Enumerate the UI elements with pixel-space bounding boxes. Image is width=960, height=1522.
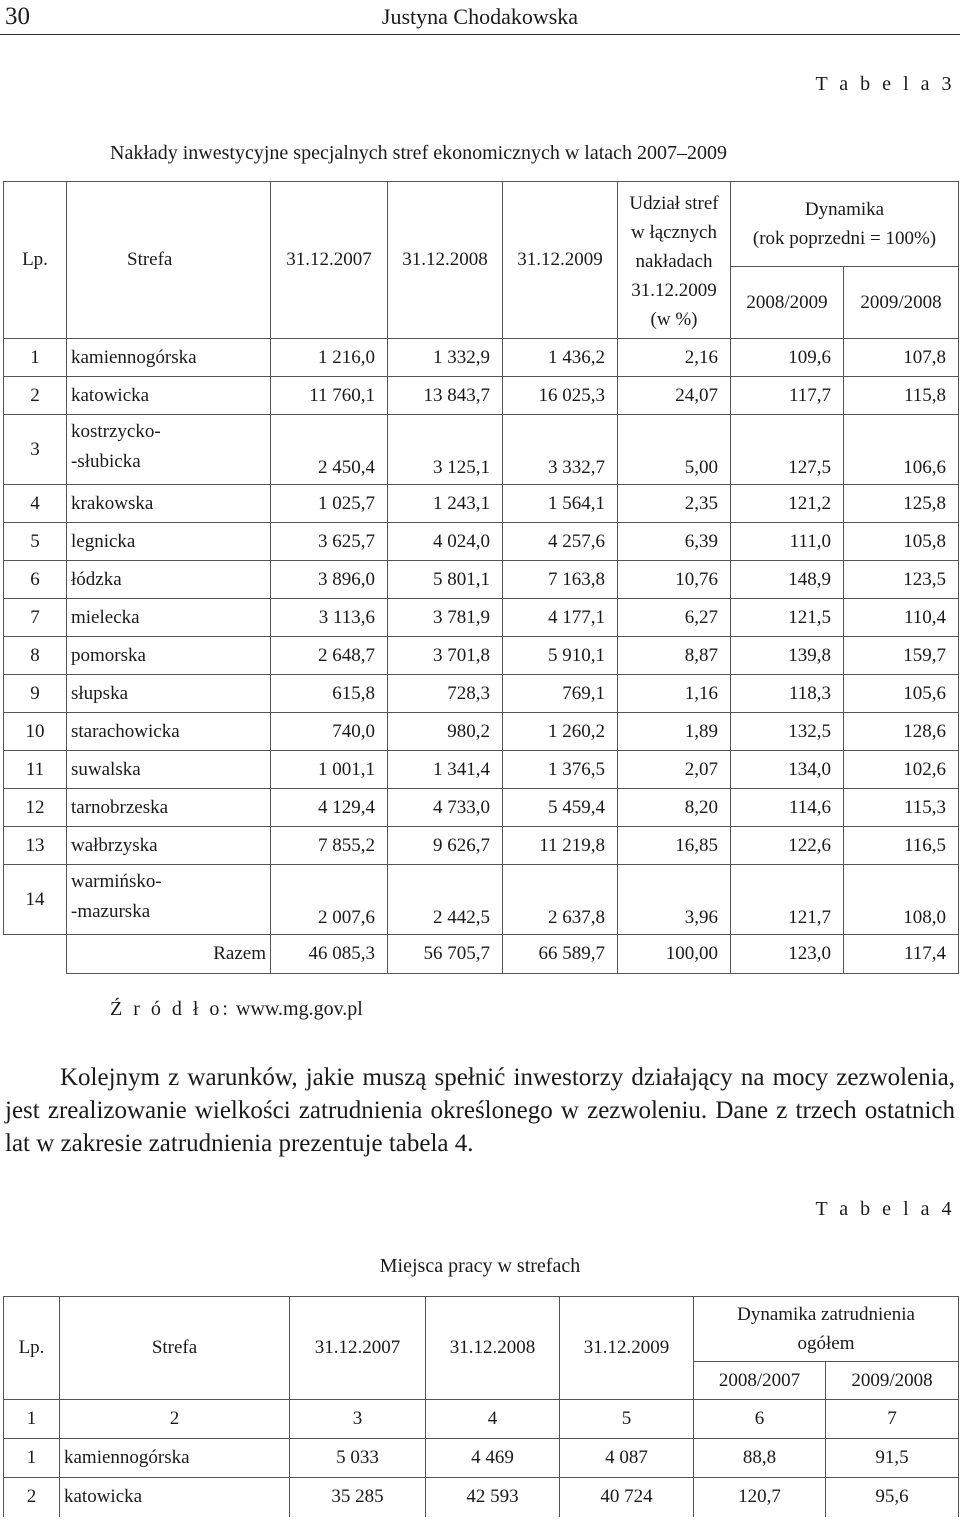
cell-2009: 5 459,4 <box>503 789 618 827</box>
row-strefa: suwalska <box>67 751 271 789</box>
cell-udzial: 1,89 <box>618 713 731 751</box>
strefa-line: kostrzycko- <box>71 421 161 442</box>
header-rule <box>0 34 960 35</box>
row-strefa <box>67 865 271 935</box>
total-2008: 56 705,7 <box>388 935 503 974</box>
cell-dyn-a: 121,5 <box>731 599 844 637</box>
strefa-line: -mazurska <box>71 901 151 922</box>
cell-2009: 1 564,1 <box>503 485 618 523</box>
dynamika-line: (rok poprzedni = 100%) <box>752 228 937 249</box>
table3-source <box>110 996 363 1022</box>
cell-2007: 4 129,4 <box>271 789 388 827</box>
col-number: 7 <box>826 1400 959 1439</box>
paragraph-text: Kolejnym z warunków, jakie muszą spełnić inwestorzy działający na mocy zezwolenia, jest zrealizowanie wielkości zatrudnienia określonego w zezwoleniu. Dane z trzech ostatnich lat w zakresie zatrudnienia prezentuje tabela 4. <box>5 1064 955 1157</box>
cell-2008: 1 341,4 <box>388 751 503 789</box>
cell-2008: 5 801,1 <box>388 561 503 599</box>
cell-dyn-a: 121,7 <box>731 865 844 935</box>
udzial-line: (w %) <box>650 308 698 330</box>
row-lp: 12 <box>4 789 67 827</box>
table4 <box>3 1296 959 1517</box>
cell-dyn-a: 121,2 <box>731 485 844 523</box>
cell-2008: 13 843,7 <box>388 377 503 415</box>
table-row <box>4 415 959 485</box>
cell-dyn-b: 115,3 <box>844 789 959 827</box>
cell-dyn-b: 159,7 <box>844 637 959 675</box>
row-strefa: kamiennogórska <box>60 1439 290 1478</box>
row-lp: 9 <box>4 675 67 713</box>
cell-dyn-a: 114,6 <box>731 789 844 827</box>
cell-udzial: 8,20 <box>618 789 731 827</box>
cell-udzial: 2,35 <box>618 485 731 523</box>
page-number: 30 <box>5 3 30 30</box>
total-blank-cell <box>4 935 67 974</box>
table-row <box>4 1478 959 1517</box>
table4-label: T a b e l a 4 <box>815 1198 955 1220</box>
cell-2007: 3 896,0 <box>271 561 388 599</box>
cell-dyn-b: 116,5 <box>844 827 959 865</box>
total-dyn-a: 123,0 <box>731 935 844 974</box>
cell-2008: 3 125,1 <box>388 415 503 485</box>
table-row <box>4 561 959 599</box>
row-lp: 1 <box>4 1439 60 1478</box>
cell-2008: 1 243,1 <box>388 485 503 523</box>
row-lp: 11 <box>4 751 67 789</box>
cell-2009: 5 910,1 <box>503 637 618 675</box>
table-row <box>4 789 959 827</box>
cell-dyn-a: 88,8 <box>694 1439 826 1478</box>
cell-dyn-b: 105,8 <box>844 523 959 561</box>
table-row <box>4 377 959 415</box>
cell-2008: 728,3 <box>388 675 503 713</box>
cell-2009: 3 332,7 <box>503 415 618 485</box>
cell-2007: 3 625,7 <box>271 523 388 561</box>
running-header-author: Justyna Chodakowska <box>381 4 579 29</box>
total-2007: 46 085,3 <box>271 935 388 974</box>
cell-dyn-a: 139,8 <box>731 637 844 675</box>
col-header-udzial <box>618 182 731 339</box>
cell-2008: 1 332,9 <box>388 339 503 377</box>
cell-2007: 615,8 <box>271 675 388 713</box>
row-strefa: wałbrzyska <box>67 827 271 865</box>
cell-dyn-b: 102,6 <box>844 751 959 789</box>
col-header-dynamika <box>731 182 959 267</box>
cell-2008: 4 024,0 <box>388 523 503 561</box>
cell-dyn-b: 123,5 <box>844 561 959 599</box>
table-row <box>4 523 959 561</box>
row-lp: 8 <box>4 637 67 675</box>
cell-dyn-b: 125,8 <box>844 485 959 523</box>
col-number: 3 <box>290 1400 426 1439</box>
cell-2007: 2 450,4 <box>271 415 388 485</box>
t4-col-header-dyn-2008-2007: 2008/2007 <box>694 1362 826 1400</box>
cell-2008: 9 626,7 <box>388 827 503 865</box>
cell-2009: 2 637,8 <box>503 865 618 935</box>
strefa-line: -słubicka <box>71 451 141 472</box>
cell-dyn-b: 128,6 <box>844 713 959 751</box>
row-strefa: legnicka <box>67 523 271 561</box>
cell-2008: 980,2 <box>388 713 503 751</box>
cell-udzial: 1,16 <box>618 675 731 713</box>
row-lp: 1 <box>4 339 67 377</box>
cell-dyn-a: 118,3 <box>731 675 844 713</box>
row-lp: 10 <box>4 713 67 751</box>
row-lp: 2 <box>4 1478 60 1517</box>
cell-udzial: 2,07 <box>618 751 731 789</box>
cell-dyn-a: 134,0 <box>731 751 844 789</box>
cell-2008: 3 701,8 <box>388 637 503 675</box>
col-number: 5 <box>560 1400 694 1439</box>
cell-2007: 1 001,1 <box>271 751 388 789</box>
cell-2009: 7 163,8 <box>503 561 618 599</box>
cell-2009: 4 087 <box>560 1439 694 1478</box>
udzial-line: nakładach <box>635 250 713 272</box>
t4-dynamika-line: Dynamika zatrudnienia <box>737 1304 915 1325</box>
t4-col-header-2008: 31.12.2008 <box>426 1297 560 1400</box>
cell-dyn-a: 120,7 <box>694 1478 826 1517</box>
cell-dyn-a: 127,5 <box>731 415 844 485</box>
col-header-2007: 31.12.2007 <box>271 182 388 339</box>
cell-udzial: 16,85 <box>618 827 731 865</box>
cell-dyn-a: 109,6 <box>731 339 844 377</box>
cell-2007: 35 285 <box>290 1478 426 1517</box>
cell-dyn-b: 107,8 <box>844 339 959 377</box>
dynamika-line: Dynamika <box>804 199 885 220</box>
col-header-strefa: Strefa <box>67 182 271 339</box>
table-row <box>4 675 959 713</box>
row-strefa: katowicka <box>67 377 271 415</box>
t4-col-header-dyn-2009-2008: 2009/2008 <box>826 1362 959 1400</box>
cell-udzial: 8,87 <box>618 637 731 675</box>
cell-2007: 1 216,0 <box>271 339 388 377</box>
row-lp: 7 <box>4 599 67 637</box>
cell-dyn-a: 122,6 <box>731 827 844 865</box>
table3-title: Nakłady inwestycyjne specjalnych stref ekonomicznych w latach 2007–2009 <box>110 142 728 164</box>
row-strefa: słupska <box>67 675 271 713</box>
table4-title: Miejsca pracy w strefach <box>379 1255 581 1277</box>
source-prefix: Ź r ó d ł o: <box>110 998 231 1020</box>
table-row <box>4 485 959 523</box>
cell-2007: 2 648,7 <box>271 637 388 675</box>
cell-2007: 1 025,7 <box>271 485 388 523</box>
row-strefa: tarnobrzeska <box>67 789 271 827</box>
udzial-line: Udział stref <box>629 192 719 214</box>
cell-2008: 4 733,0 <box>388 789 503 827</box>
t4-col-header-strefa: Strefa <box>60 1297 290 1400</box>
cell-dyn-a: 111,0 <box>731 523 844 561</box>
cell-2008: 42 593 <box>426 1478 560 1517</box>
body-paragraph <box>5 1061 955 1160</box>
cell-2007: 3 113,6 <box>271 599 388 637</box>
udzial-line: 31.12.2009 <box>631 279 717 301</box>
row-lp: 14 <box>4 865 67 935</box>
col-header-2009: 31.12.2009 <box>503 182 618 339</box>
t4-col-header-2009: 31.12.2009 <box>560 1297 694 1400</box>
col-number: 2 <box>60 1400 290 1439</box>
cell-2009: 1 376,5 <box>503 751 618 789</box>
col-number: 6 <box>694 1400 826 1439</box>
col-header-dyn-2009-2008: 2009/2008 <box>844 267 959 339</box>
table-row <box>4 827 959 865</box>
strefa-line: warmińsko- <box>71 871 162 892</box>
total-dyn-b: 117,4 <box>844 935 959 974</box>
t4-col-header-lp: Lp. <box>4 1297 60 1400</box>
cell-dyn-b: 91,5 <box>826 1439 959 1478</box>
table-row <box>4 751 959 789</box>
cell-udzial: 3,96 <box>618 865 731 935</box>
table-row <box>4 339 959 377</box>
row-strefa: katowicka <box>60 1478 290 1517</box>
total-udzial: 100,00 <box>618 935 731 974</box>
cell-2008: 3 781,9 <box>388 599 503 637</box>
cell-2007: 11 760,1 <box>271 377 388 415</box>
source-url: www.mg.gov.pl <box>236 998 363 1020</box>
row-strefa: łódzka <box>67 561 271 599</box>
udzial-line: w łącznych <box>631 221 717 243</box>
cell-udzial: 2,16 <box>618 339 731 377</box>
cell-2009: 11 219,8 <box>503 827 618 865</box>
t4-dynamika-line: ogółem <box>797 1333 855 1354</box>
cell-2009: 4 177,1 <box>503 599 618 637</box>
col-header-dyn-2008-2009: 2008/2009 <box>731 267 844 339</box>
cell-2009: 4 257,6 <box>503 523 618 561</box>
row-strefa <box>67 415 271 485</box>
row-lp: 4 <box>4 485 67 523</box>
cell-2009: 16 025,3 <box>503 377 618 415</box>
cell-2008: 2 442,5 <box>388 865 503 935</box>
cell-udzial: 24,07 <box>618 377 731 415</box>
table-row <box>4 1439 959 1478</box>
cell-dyn-a: 117,7 <box>731 377 844 415</box>
total-2009: 66 589,7 <box>503 935 618 974</box>
cell-dyn-b: 95,6 <box>826 1478 959 1517</box>
cell-dyn-b: 105,6 <box>844 675 959 713</box>
cell-dyn-a: 148,9 <box>731 561 844 599</box>
row-lp: 5 <box>4 523 67 561</box>
row-lp: 2 <box>4 377 67 415</box>
col-number: 1 <box>4 1400 60 1439</box>
table-row <box>4 865 959 935</box>
total-label: Razem <box>67 935 271 974</box>
table-row <box>4 637 959 675</box>
row-lp: 13 <box>4 827 67 865</box>
cell-2008: 4 469 <box>426 1439 560 1478</box>
table-row <box>4 713 959 751</box>
row-strefa: krakowska <box>67 485 271 523</box>
row-strefa: kamiennogórska <box>67 339 271 377</box>
table3 <box>3 181 959 974</box>
t4-col-header-dynamika <box>694 1297 959 1362</box>
total-row <box>4 935 959 974</box>
cell-udzial: 6,27 <box>618 599 731 637</box>
cell-2007: 2 007,6 <box>271 865 388 935</box>
cell-2009: 40 724 <box>560 1478 694 1517</box>
cell-udzial: 10,76 <box>618 561 731 599</box>
cell-dyn-a: 132,5 <box>731 713 844 751</box>
cell-dyn-b: 110,4 <box>844 599 959 637</box>
cell-2007: 7 855,2 <box>271 827 388 865</box>
cell-2009: 1 260,2 <box>503 713 618 751</box>
cell-2007: 5 033 <box>290 1439 426 1478</box>
cell-dyn-b: 108,0 <box>844 865 959 935</box>
row-strefa: pomorska <box>67 637 271 675</box>
cell-2009: 769,1 <box>503 675 618 713</box>
cell-dyn-b: 115,8 <box>844 377 959 415</box>
cell-dyn-b: 106,6 <box>844 415 959 485</box>
cell-2009: 1 436,2 <box>503 339 618 377</box>
row-strefa: mielecka <box>67 599 271 637</box>
row-lp: 6 <box>4 561 67 599</box>
col-header-2008: 31.12.2008 <box>388 182 503 339</box>
row-strefa: starachowicka <box>67 713 271 751</box>
col-number: 4 <box>426 1400 560 1439</box>
table-row <box>4 599 959 637</box>
table3-label: T a b e l a 3 <box>815 73 955 95</box>
cell-udzial: 6,39 <box>618 523 731 561</box>
numbering-row <box>4 1400 959 1439</box>
t4-col-header-2007: 31.12.2007 <box>290 1297 426 1400</box>
col-header-lp: Lp. <box>4 182 67 339</box>
cell-udzial: 5,00 <box>618 415 731 485</box>
row-lp: 3 <box>4 415 67 485</box>
cell-2007: 740,0 <box>271 713 388 751</box>
